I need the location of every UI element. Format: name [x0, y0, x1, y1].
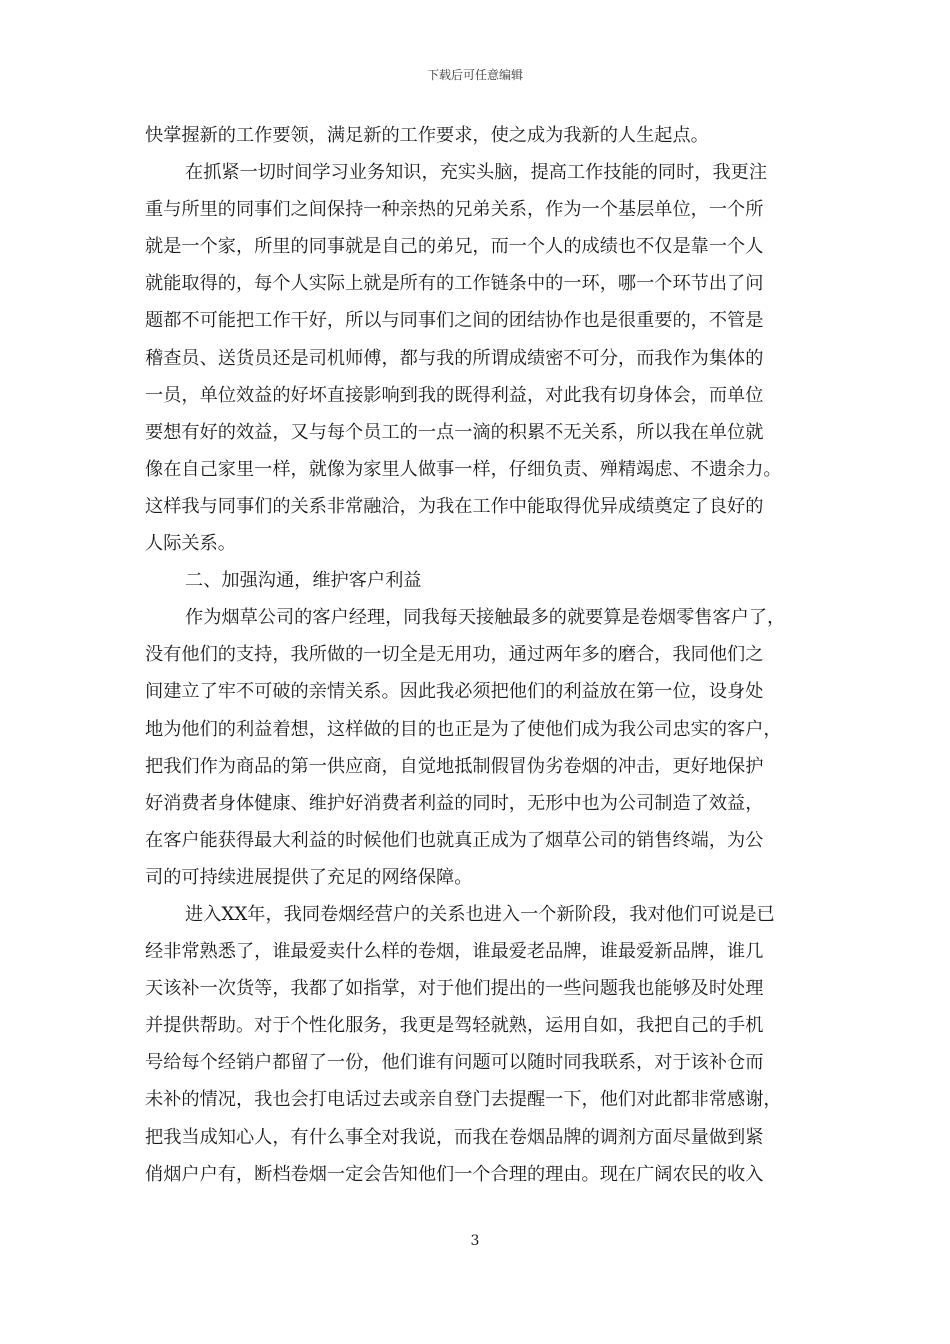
- text-line: 经非常熟悉了，谁最爱卖什么样的卷烟，谁最爱老品牌，谁最爱新品牌，谁几: [145, 941, 764, 963]
- section-heading: 二、加强沟通，维护客户利益: [185, 570, 422, 592]
- paragraph-start-line: 在抓紧一切时间学习业务知识，充实头脑，提高工作技能的同时，我更注: [185, 162, 768, 184]
- text-line: 司的可持续进展提供了充足的网络保障。: [145, 866, 473, 888]
- text-line: 把我们作为商品的第一供应商，自觉地抵制假冒伪劣卷烟的冲击，更好地保护: [145, 755, 764, 777]
- text-line: 俏烟户户有，断档卷烟一定会告知他们一个合理的理由。现在广阔农民的收入: [145, 1163, 764, 1185]
- page-header: 下载后可任意编辑: [426, 68, 523, 82]
- text-line: 并提供帮助。对于个性化服务，我更是驾轻就熟，运用自如，我把自己的手机: [145, 1015, 764, 1037]
- text-line: 重与所里的同事们之间保持一种亲热的兄弟关系，作为一个基层单位，一个所: [145, 199, 764, 221]
- text-line: 间建立了牢不可破的亲情关系。因此我必须把他们的利益放在第一位，设身处: [145, 681, 764, 703]
- text-line: 天该补一次货等，我都了如指掌，对于他们提出的一些问题我也能够及时处理: [145, 978, 764, 1000]
- text-line: 号给每个经销户都留了一份，他们谁有问题可以随时同我联系，对于该补仓而: [145, 1052, 764, 1074]
- text-line: 就是一个家，所里的同事就是自己的弟兄，而一个人的成绩也不仅是靠一个人: [145, 236, 764, 258]
- text-line: 像在自己家里一样，就像为家里人做事一样，仔细负责、殚精竭虑、不遗余力。: [145, 458, 782, 480]
- paragraph-start-line: 作为烟草公司的客户经理，同我每天接触最多的就要算是卷烟零售客户了，: [185, 607, 786, 629]
- text-line: 人际关系。: [145, 533, 236, 555]
- text-line: 一员，单位效益的好坏直接影响到我的既得利益，对此我有切身体会，而单位: [145, 384, 764, 406]
- text-line: 就能取得的，每个人实际上就是所有的工作链条中的一环，哪一个环节出了问: [145, 273, 764, 295]
- text-line: 地为他们的利益着想，这样做的目的也正是为了使他们成为我公司忠实的客户，: [145, 718, 782, 740]
- text-line: 没有他们的支持，我所做的一切全是无用功，通过两年多的磨合，我同他们之: [145, 644, 764, 666]
- text-line: 把我当成知心人，有什么事全对我说，而我在卷烟品牌的调剂方面尽量做到紧: [145, 1126, 764, 1148]
- text-line: 稽查员、送货员还是司机师傅，都与我的所谓成绩密不可分，而我作为集体的: [145, 347, 764, 369]
- text-line: 在客户能获得最大利益的时候他们也就真正成为了烟草公司的销售终端，为公: [145, 829, 764, 851]
- text-line: 未补的情况，我也会打电话过去或亲自登门去提醒一下，他们对此都非常感谢，: [145, 1089, 782, 1111]
- text-line: 要想有好的效益，又与每个员工的一点一滴的积累不无关系，所以我在单位就: [145, 421, 764, 443]
- text-line: 这样我与同事们的关系非常融洽，为我在工作中能取得优异成绩奠定了良好的: [145, 495, 764, 517]
- paragraph-start-line: 进入XX年，我同卷烟经营户的关系也进入一个新阶段，我对他们可说是已: [185, 903, 775, 925]
- page-number: 3: [470, 1233, 480, 1249]
- body-text: [145, 117, 805, 1193]
- text-line: 题都不可能把工作干好，所以与同事们之间的团结协作也是很重要的，不管是: [145, 310, 764, 332]
- text-line: 好消费者身体健康、维护好消费者利益的同时，无形中也为公司制造了效益，: [145, 792, 764, 814]
- text-line: 快掌握新的工作要领，满足新的工作要求，使之成为我新的人生起点。: [145, 125, 709, 146]
